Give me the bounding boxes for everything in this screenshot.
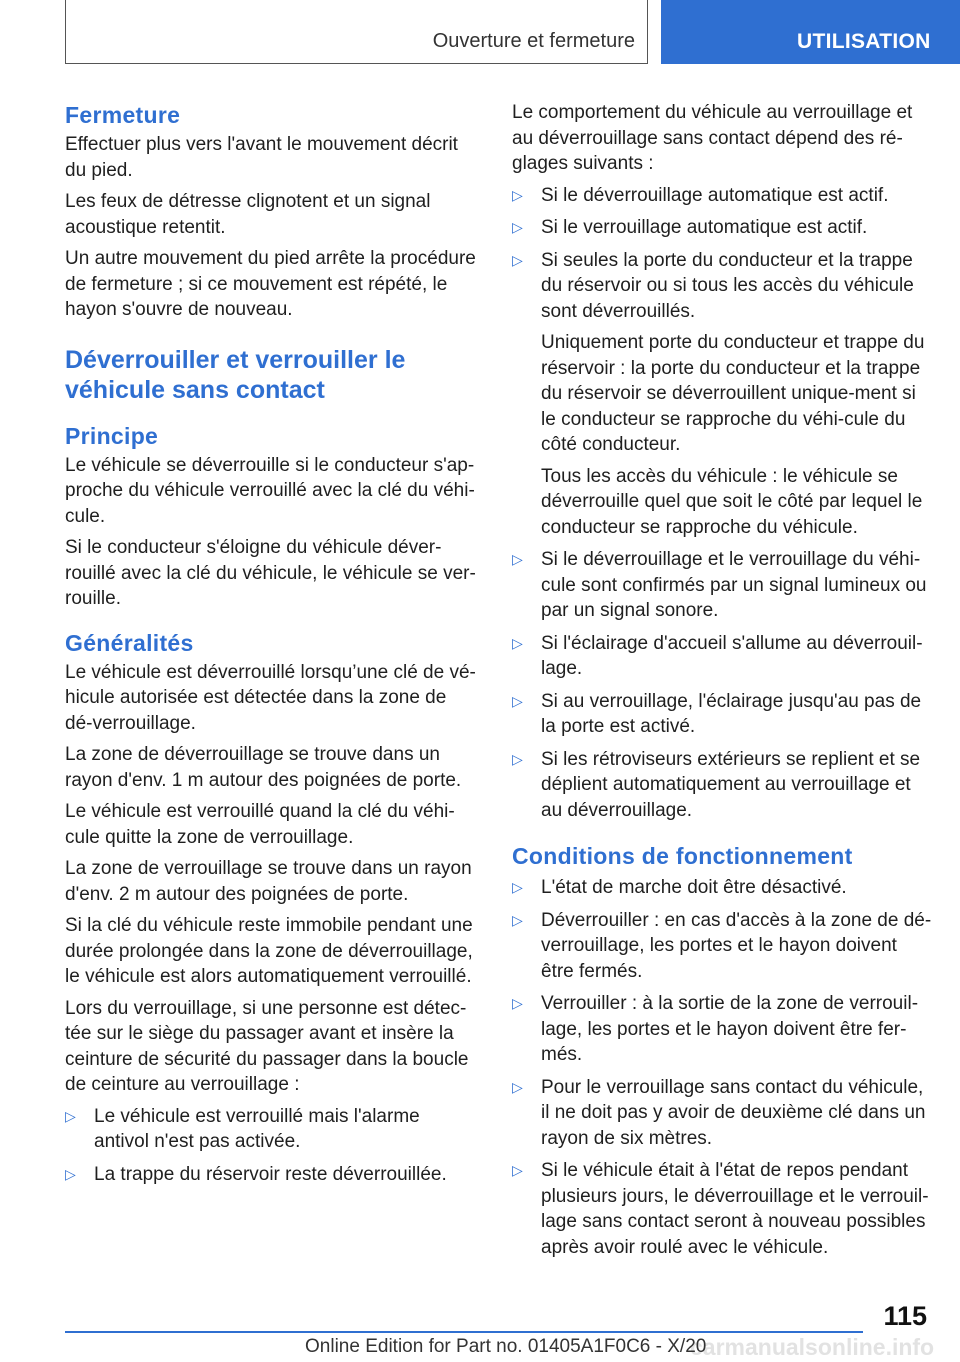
triangle-bullet-icon: ▷ xyxy=(512,911,523,928)
settings-bullet-list xyxy=(512,183,932,824)
left-column xyxy=(65,100,479,1195)
page-number: 115 xyxy=(883,1301,927,1331)
paragraph: Le véhicule est déverrouillé lorsqu’une clé de vé-hicule autorisée est détectée dans la zone de dé-verrouillage. xyxy=(65,661,476,734)
paragraph: Lors du verrouillage, si une personne est détec-tée sur le siège du passager avant et insère la ceinture de sécurité du passager dans la boucle de ceinture au verrouillage : xyxy=(65,997,469,1095)
triangle-bullet-icon: ▷ xyxy=(512,1162,523,1178)
paragraph: Le véhicule est verrouillé quand la clé du véhi-cule quitte la zone de verrouillage. xyxy=(65,801,455,848)
right-column xyxy=(512,100,932,1268)
triangle-bullet-icon: ▷ xyxy=(512,551,523,567)
list-item: ▷ La trappe du réservoir reste déverrouillée. xyxy=(65,1162,479,1188)
generalites-heading: Généralités xyxy=(65,629,194,656)
watermark: carmanualsonline.info xyxy=(690,1334,935,1360)
paragraph: Si la clé du véhicule reste immobile pendant une durée prolongée dans la zone de déverrouillage, le véhicule est alors automatiquement verrouillé. xyxy=(65,915,473,987)
triangle-bullet-icon: ▷ xyxy=(512,995,523,1011)
paragraph: Les feux de détresse clignotent et un signal acoustique retentit. xyxy=(65,191,431,238)
list-item: ▷ Le véhicule est verrouillé mais l'alarme antivol n'est pas activée. xyxy=(65,1105,420,1152)
paragraph: Si le conducteur s'éloigne du véhicule déver-rouillé avec la clé du véhicule, le véhicule se ver-rouille. xyxy=(65,537,476,609)
paragraph: Effectuer plus vers l'avant le mouvement décrit du pied. xyxy=(65,134,458,181)
paragraph: La zone de déverrouillage se trouve dans un rayon d'env. 1 m autour des poignées de porte. xyxy=(65,744,462,791)
triangle-bullet-icon: ▷ xyxy=(512,634,523,651)
list-item: ▷ Si au verrouillage, l'éclairage jusqu'au pas de la porte est activé. xyxy=(512,690,922,737)
principe-heading: Principe xyxy=(65,422,159,449)
triangle-bullet-icon: ▷ xyxy=(512,251,523,268)
triangle-bullet-icon: ▷ xyxy=(512,1078,523,1095)
list-item: ▷ L'état de marche doit être désactivé. xyxy=(512,875,932,901)
triangle-bullet-icon: ▷ xyxy=(512,879,523,895)
list-item: ▷ Pour le verrouillage sans contact du véhicule, il ne doit pas y avoir de deuxième clé dans un rayon de six mètres. xyxy=(512,1076,926,1149)
sub-paragraph: Tous les accès du véhicule : le véhicule se déverrouille quel que soit le côté par lequel le conducteur se rapproche du véhicule. xyxy=(541,465,923,538)
triangle-bullet-icon: ▷ xyxy=(512,186,523,203)
header-section-title: Ouverture et fermeture xyxy=(432,30,635,52)
list-item: ▷ Verrouiller : à la sortie de la zone de verrouil-lage, les portes et le hayon doivent être fer-més. xyxy=(512,993,919,1065)
paragraph: Le comportement du véhicule au verrouillage et au déverrouillage sans contact dépend des ré-glages suivants : xyxy=(512,102,913,174)
header-chapter-tab: UTILISATION xyxy=(661,0,960,64)
list-item: ▷ Si le verrouillage automatique est actif. xyxy=(512,215,932,241)
list-item: ▷ Si les rétroviseurs extérieurs se replient et se déplient automatiquement au verrouillage et au déverrouillage. xyxy=(512,748,921,821)
fermeture-heading: Fermeture xyxy=(65,102,181,128)
paragraph: Un autre mouvement du pied arrête la procédure de fermeture ; si ce mouvement est répété, le hayon s'ouvre de nouveau. xyxy=(65,248,476,320)
triangle-bullet-icon: ▷ xyxy=(65,1165,76,1182)
triangle-bullet-icon: ▷ xyxy=(65,1107,76,1124)
sub-paragraph: Uniquement porte du conducteur et trappe du réservoir : la porte du conducteur et la trappe du réservoir se déverrouillent unique-ment si le conducteur se rapproche du véhi-cule du côté conducteur. xyxy=(541,332,925,455)
conditions-bullet-list xyxy=(512,875,932,1260)
list-item: ▷ Si le déverrouillage et le verrouillage du véhi-cule sont confirmés par un signal lumineux ou par un signal sonore. xyxy=(512,549,927,621)
paragraph: La zone de verrouillage se trouve dans un rayon d'env. 2 m autour des poignées de porte. xyxy=(65,858,472,905)
generalites-bullet-list xyxy=(65,1104,479,1188)
triangle-bullet-icon: ▷ xyxy=(512,692,523,709)
list-item: ▷ Si l'éclairage d'accueil s'allume au déverrouil-lage. xyxy=(512,632,923,679)
triangle-bullet-icon: ▷ xyxy=(512,219,523,235)
footer-edition-text: Online Edition for Part no. 01405A1F0C6 - X/20 xyxy=(305,1336,707,1357)
main-section-heading: Déverrouiller et verrouiller le véhicule sans contact xyxy=(65,345,406,404)
header-section-box xyxy=(65,0,648,64)
list-item: ▷ Si le véhicule était à l'état de repos pendant plusieurs jours, le déverrouillage et le verrouil-lage sans contact seront à nouveau possibles après avoir roulé avec le véhicule. xyxy=(512,1160,929,1258)
paragraph: Le véhicule se déverrouille si le conducteur s'ap-proche du véhicule verrouillé avec la clé du véhi-cule. xyxy=(65,454,475,527)
conditions-heading: Conditions de fonctionnement xyxy=(512,843,853,869)
triangle-bullet-icon: ▷ xyxy=(512,750,523,767)
footer-divider xyxy=(65,1331,863,1333)
list-item: ▷ Déverrouiller : en cas d'accès à la zone de dé-verrouillage, les portes et le hayon doivent être fermés. xyxy=(512,909,932,982)
list-item: ▷ Si seules la porte du conducteur et la trappe du réservoir ou si tous les accès du véhicule sont déverrouillés. Uniquement porte du conducteur et trappe du réservoir : la porte du conducteur et la trappe du réservoir se déverrouillent unique-ment si le conducteur se rapproche du véhi-cule du côté conducteur. Tous les accès du véhicule : le véhicule se déverrouille quel que soit le côté par lequel le conducteur se rapproche du véhicule. xyxy=(512,248,932,541)
list-item: ▷ Si le déverrouillage automatique est actif. xyxy=(512,183,932,209)
